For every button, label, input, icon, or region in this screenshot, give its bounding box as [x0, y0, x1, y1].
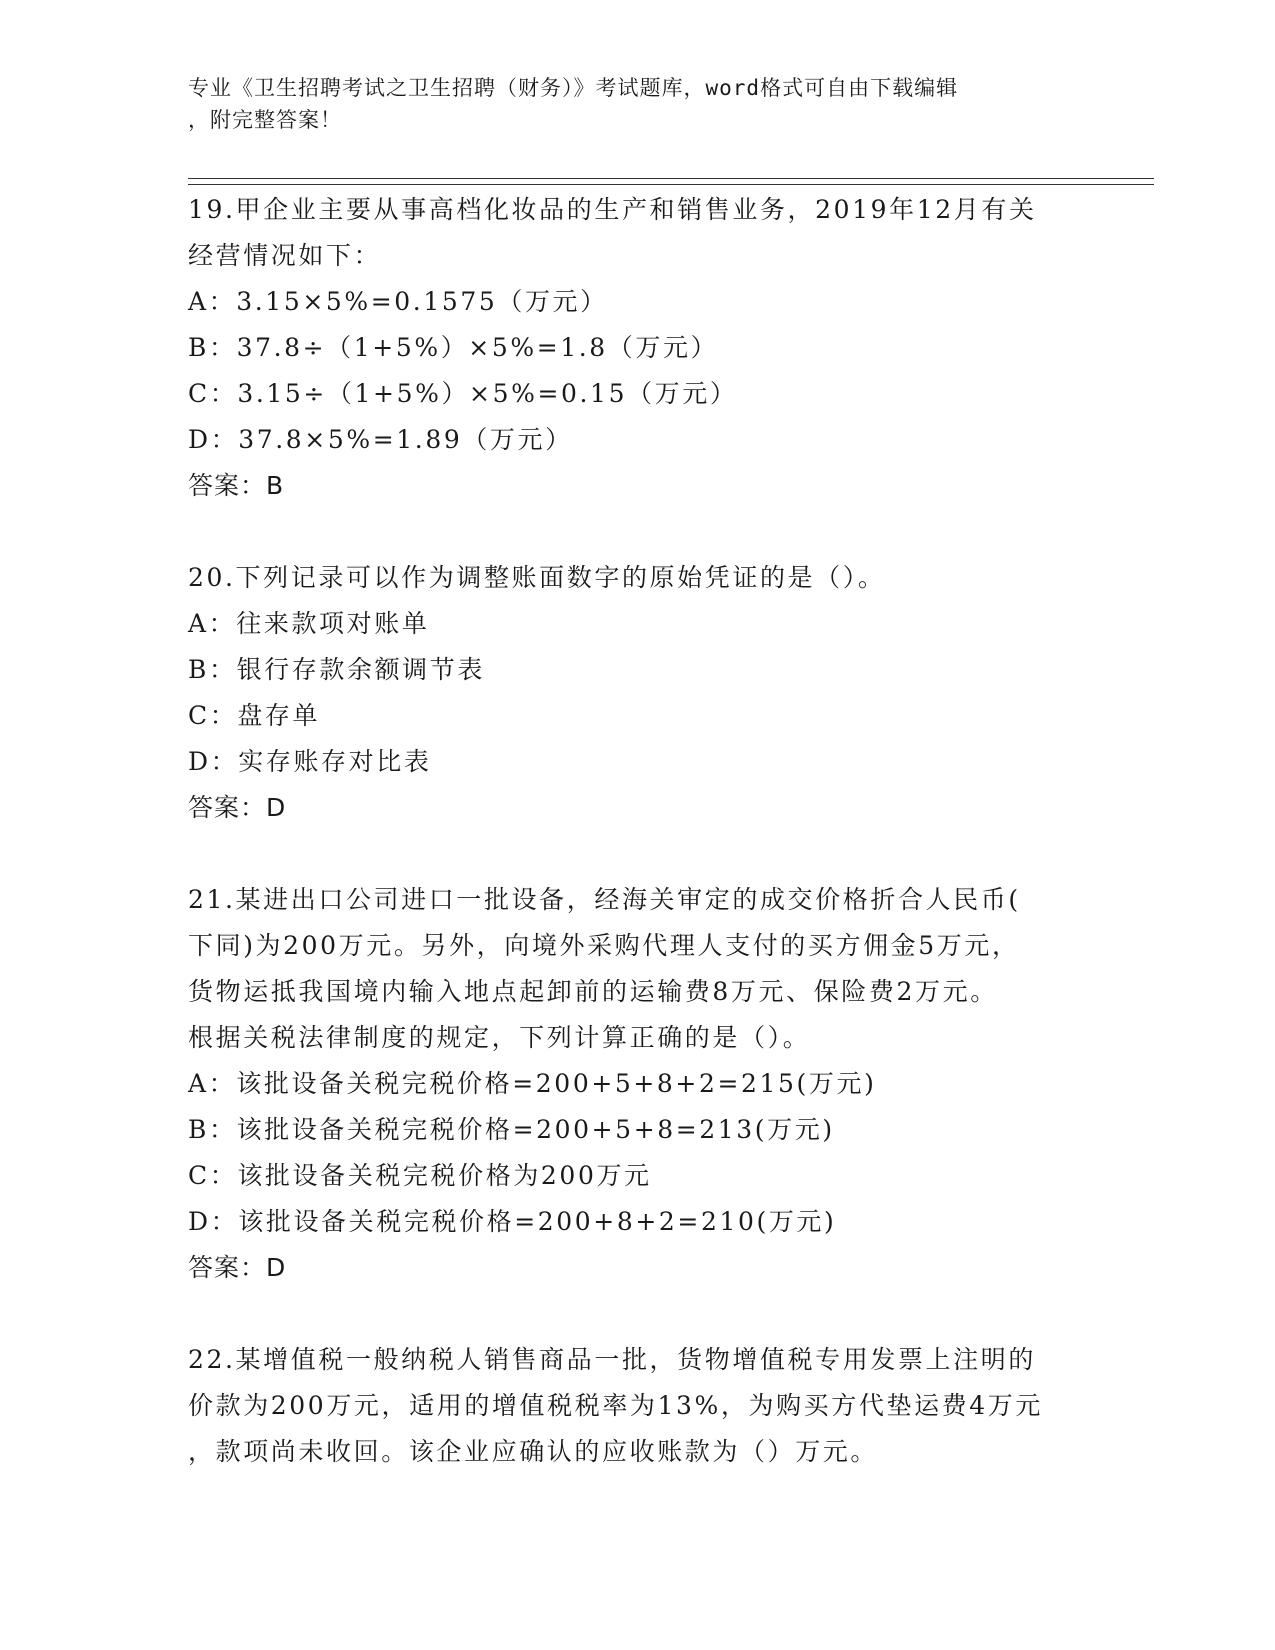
question-stem-line: 19.甲企业主要从事高档化妆品的生产和销售业务，2019年12月有关: [188, 195, 1037, 224]
question-22: [188, 1337, 1088, 1475]
option-a: A：该批设备关税完税价格=200+5+8+2=215(万元): [188, 1069, 877, 1098]
question-stem-line: 20.下列记录可以作为调整账面数字的原始凭证的是（）。: [188, 563, 886, 592]
question-20: [188, 555, 1088, 831]
question-stem-line: 22.某增值税一般纳税人销售商品一批，货物增值税专用发票上注明的: [188, 1345, 1036, 1374]
question-21: [188, 877, 1088, 1291]
question-stem-line: 经营情况如下：: [188, 241, 382, 270]
option-c: C：该批设备关税完税价格为200万元: [188, 1161, 652, 1190]
header-divider: [188, 178, 1154, 185]
answer-label: 答案：D: [188, 793, 287, 822]
answer-label: 答案：B: [188, 471, 285, 500]
question-stem-line: 根据关税法律制度的规定，下列计算正确的是（）。: [188, 1023, 811, 1052]
header-line-1: 专业《卫生招聘考试之卫生招聘（财务）》考试题库，word格式可自由下载编辑: [188, 76, 959, 100]
option-b: B：37.8÷（1+5%）×5%=1.8（万元）: [188, 333, 719, 362]
option-c: C：3.15÷（1+5%）×5%=0.15（万元）: [188, 379, 738, 408]
option-d: D：该批设备关税完税价格=200+8+2=210(万元): [188, 1207, 837, 1236]
option-a: A：往来款项对账单: [188, 609, 430, 638]
header-line-2: ，附完整答案！: [188, 108, 342, 132]
question-stem-line: 下同)为200万元。另外，向境外采购代理人支付的买方佣金5万元，: [188, 931, 1020, 960]
option-d: D：37.8×5%=1.89（万元）: [188, 425, 573, 454]
question-list: [188, 187, 1088, 1521]
question-19: [188, 187, 1088, 509]
answer-label: 答案：D: [188, 1253, 287, 1282]
question-stem-line: 价款为200万元，适用的增值税税率为13%，为购买方代垫运费4万元: [188, 1391, 1043, 1420]
document-header: [188, 72, 1078, 136]
option-d: D：实存账存对比表: [188, 747, 432, 776]
option-b: B：银行存款余额调节表: [188, 655, 485, 684]
question-stem-line: 货物运抵我国境内输入地点起卸前的运输费8万元、保险费2万元。: [188, 977, 998, 1006]
option-b: B：该批设备关税完税价格=200+5+8=213(万元): [188, 1115, 835, 1144]
option-a: A：3.15×5%=0.1575（万元）: [188, 287, 608, 316]
question-stem-line: 21.某进出口公司进口一批设备，经海关审定的成交价格折合人民币(: [188, 885, 1021, 914]
option-c: C：盘存单: [188, 701, 321, 730]
question-stem-line: ，款项尚未收回。该企业应确认的应收账款为（）万元。: [188, 1437, 879, 1466]
